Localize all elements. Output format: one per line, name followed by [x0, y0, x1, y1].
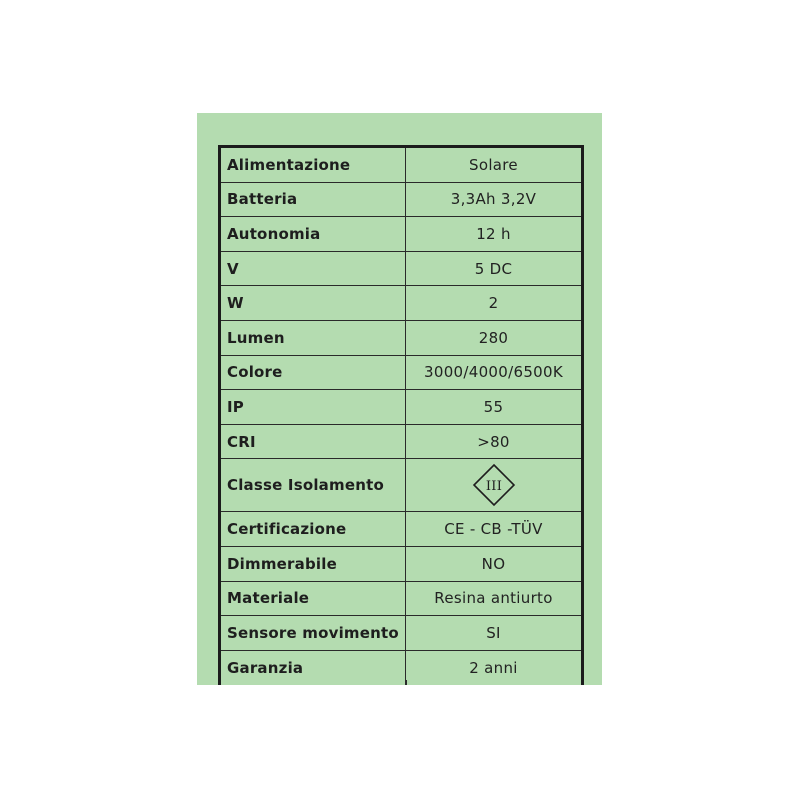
table-row: [221, 252, 581, 287]
row-label: W: [221, 286, 406, 320]
table-row: [221, 459, 581, 512]
row-label: V: [221, 252, 406, 286]
row-label: Lumen: [221, 321, 406, 355]
row-label: Classe Isolamento: [221, 459, 406, 511]
row-label: CRI: [221, 425, 406, 459]
spec-panel: [197, 113, 602, 685]
table-row: [221, 217, 581, 252]
table-row: [221, 356, 581, 391]
spec-table: [218, 145, 584, 685]
row-label: IP: [221, 390, 406, 424]
row-label: Dimmerabile: [221, 547, 406, 581]
table-row: [221, 183, 581, 218]
column-divider: [406, 680, 407, 685]
table-row: [221, 148, 581, 183]
row-value: 2 anni: [469, 659, 518, 678]
table-row: [221, 286, 581, 321]
row-label: Alimentazione: [221, 148, 406, 182]
row-value: [406, 459, 581, 511]
table-row: [221, 582, 581, 617]
row-value: Resina antiurto: [434, 589, 553, 608]
row-value: 3,3Ah 3,2V: [450, 190, 537, 209]
row-value: 2: [488, 294, 499, 313]
row-value: NO: [481, 554, 506, 573]
table-row: [221, 321, 581, 356]
row-value: 12 h: [476, 224, 511, 243]
row-value: CE - CB -TÜV: [444, 520, 543, 539]
row-value: 280: [478, 328, 509, 347]
row-label: Batteria: [221, 183, 406, 217]
class-iii-insulation-icon: [472, 463, 516, 507]
table-row: [221, 512, 581, 547]
row-label: Garanzia: [221, 651, 406, 686]
row-label: Materiale: [221, 582, 406, 616]
row-label: Certificazione: [221, 512, 406, 546]
row-label: Sensore movimento: [221, 616, 406, 650]
table-row: [221, 425, 581, 460]
table-continuation: [218, 680, 584, 685]
row-value: Solare: [469, 155, 518, 174]
row-value: 55: [483, 397, 504, 416]
row-label: Autonomia: [221, 217, 406, 251]
table-row: [221, 390, 581, 425]
table-row: [221, 547, 581, 582]
row-value: SI: [486, 623, 501, 642]
row-value: 3000/4000/6500K: [424, 363, 563, 382]
class-iii-label: III: [485, 479, 502, 495]
row-label: Colore: [221, 356, 406, 390]
row-value: >80: [477, 432, 510, 451]
table-row: [221, 616, 581, 651]
row-value: 5 DC: [474, 259, 513, 278]
